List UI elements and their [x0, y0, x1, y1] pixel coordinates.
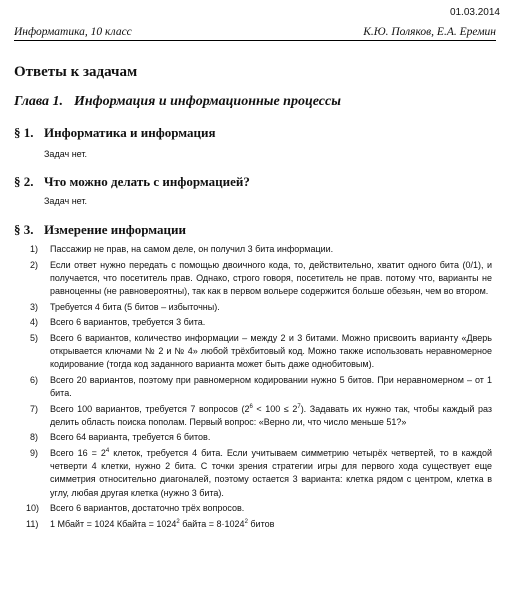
header-course: Информатика, 10 класс [14, 26, 132, 38]
section-number: § 1. [14, 125, 34, 140]
answer-number: 7) [30, 403, 39, 414]
answer-number: 11) [26, 518, 39, 529]
answer-number: 8) [30, 432, 39, 443]
answer-text-part: байта = 8·1024 [179, 518, 245, 529]
section-title: Измерение информации [44, 222, 187, 237]
page-title: Ответы к задачам [14, 64, 138, 80]
chapter-heading [14, 94, 341, 110]
answer-exponent: 4 [105, 447, 110, 454]
answer-text-part: < 100 ≤ 2 [252, 403, 298, 414]
answer-item [0, 403, 492, 429]
answer-item [0, 518, 492, 531]
section-note-1: Задач нет. [44, 149, 87, 159]
answer-text: Всего 6 вариантов, требуется 3 бита. [50, 317, 206, 328]
answer-number: 5) [30, 332, 39, 343]
answer-number: 10) [26, 503, 40, 514]
answer-number: 2) [30, 259, 39, 270]
answer-text-part: Всего 16 = 2 [50, 447, 106, 458]
section-title: Информатика и информация [44, 125, 216, 140]
answer-item [0, 431, 492, 444]
section-heading-3 [14, 222, 186, 238]
answer-text: Всего 64 варианта, требуется 6 битов. [50, 432, 211, 443]
section-number: § 3. [14, 222, 34, 237]
answer-exponent: 6 [249, 403, 253, 410]
answer-text [50, 404, 492, 427]
answer-text: Всего 6 вариантов, достаточно трёх вопросов. [50, 503, 245, 514]
answer-text [50, 519, 274, 529]
answer-exponent: 2 [244, 518, 248, 525]
answer-text: Если ответ нужно передать с помощью двоичного кода, то, действительно, хватит одного бита (0/1), и получается, что посетитель прав. Однако, строго говоря, посетитель не прав. потому что, варианты не равноценны (не равновероятны), так как в первом вольере содержится больше обезьян, чем во втором. [50, 259, 492, 296]
section-heading-1 [14, 125, 216, 141]
chapter-number: Глава 1. [14, 94, 64, 109]
answer-text: Всего 20 вариантов, поэтому при равномерном кодировании нужно 5 битов. При неравномерном – от 1 бита. [50, 374, 492, 398]
answer-item [0, 332, 492, 372]
answer-number: 3) [30, 301, 39, 312]
section-note-2: Задач нет. [44, 196, 87, 206]
answer-number: 6) [30, 374, 39, 385]
answer-item [0, 374, 492, 400]
answer-number: 1) [30, 244, 39, 254]
answer-item [0, 259, 492, 299]
answer-text-part: Всего 100 вариантов, требуется 7 вопросов (2 [50, 403, 250, 414]
answer-number: 9) [30, 447, 39, 458]
section-number: § 2. [14, 174, 34, 189]
answer-text: Пассажир не прав, на самом деле, он получил 3 бита информации. [50, 244, 334, 254]
answer-exponent: 2 [176, 518, 180, 525]
answer-item [0, 447, 492, 500]
answer-text-part: битов [247, 518, 275, 529]
answer-text [50, 448, 492, 498]
answer-item [0, 301, 492, 314]
answer-item [0, 502, 492, 515]
answer-item [0, 243, 492, 256]
answer-text: Требуется 4 бита (5 битов – избыточны). [50, 301, 220, 312]
section-title: Что можно делать с информацией? [44, 174, 250, 189]
answer-text-part: клеток, требуется 4 бита. Если учитываем симметрию четырёх четвертей, то в каждой четверти 4 клетки, нужно 2 бита. С точки зрения стратегии игры для первого хода существует еще симметрия относительно диагоналей, поэтому остается 3 варианта: клетка рядом с центром, клетка в углу, любая другая клетка (нужно 3 бита). [50, 447, 492, 498]
section-heading-2 [14, 174, 250, 190]
answer-item [0, 316, 492, 329]
answer-text-part: 1 Мбайт = 1024 Кбайта = 1024 [50, 518, 177, 529]
answers-list [0, 243, 516, 533]
answer-exponent: 7 [297, 403, 301, 410]
header-authors: К.Ю. Поляков, Е.А. Еремин [363, 26, 496, 38]
answer-text: Всего 6 вариантов, количество информации – между 2 и 3 битами. Можно присвоить варианту «Дверь открывается ключами № 2 и № 4» любой трёхбитовый код. Можно также использовать неравномерное кодирование (тогда код заданного варианта может быть даже однобитовым). [50, 332, 492, 370]
answer-number: 4) [30, 317, 39, 328]
page-date: 01.03.2014 [449, 7, 500, 18]
chapter-title: Информация и информационные процессы [74, 94, 341, 109]
answer-text-part: ). Задавать их нужно так, чтобы каждый раз делить область поиска пополам. Первый вопрос: «Верно ли, что число меньше 51?» [50, 403, 493, 427]
page-header [14, 26, 496, 41]
